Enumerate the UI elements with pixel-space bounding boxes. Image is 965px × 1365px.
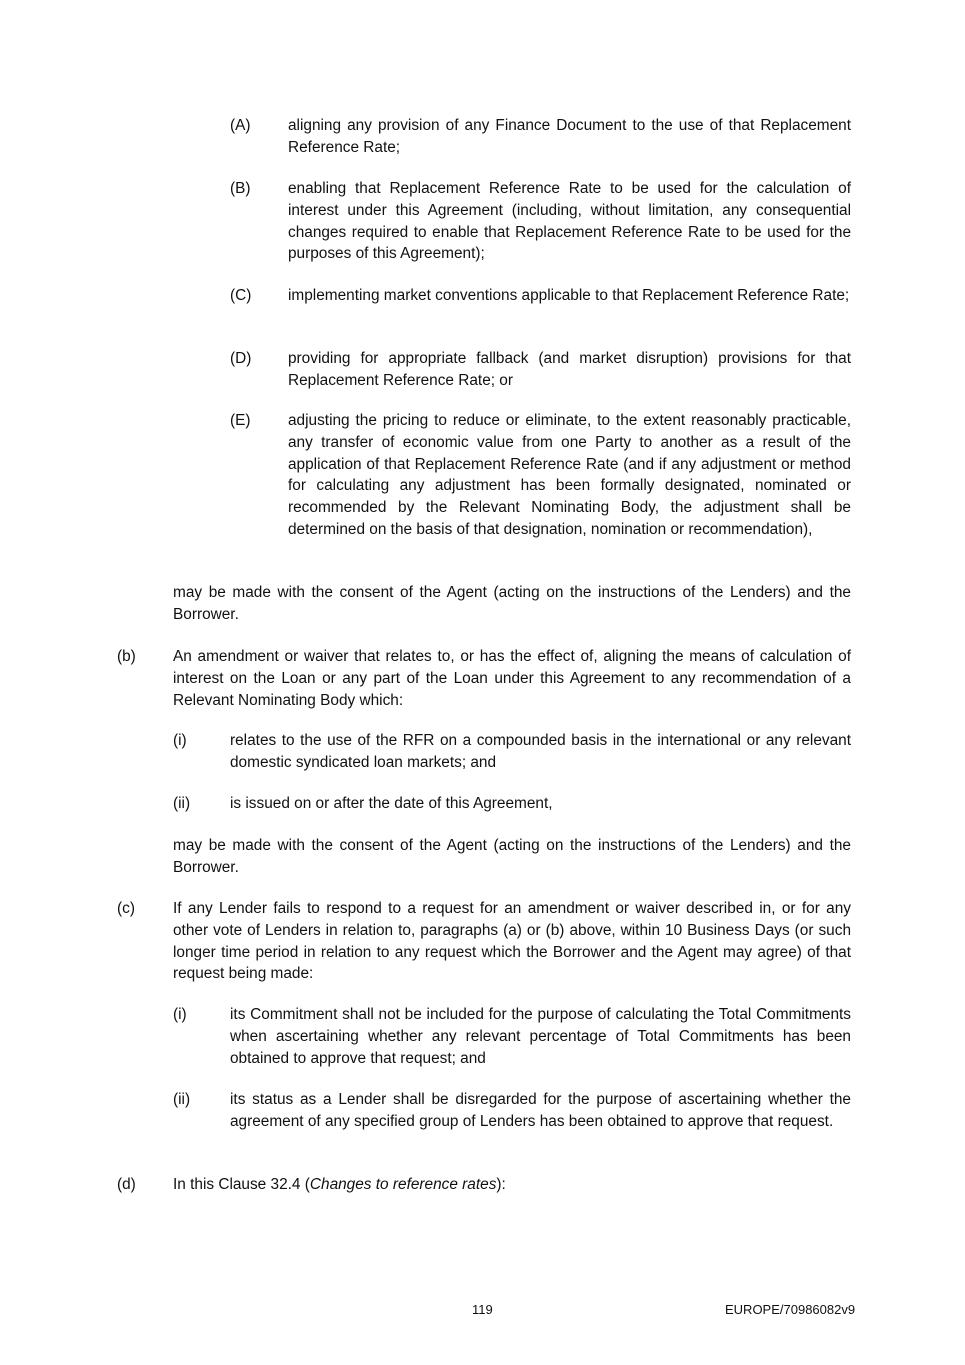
clause-text-E: adjusting the pricing to reduce or eliminate, to the extent reasonably practicable, any transfer of economic value from one Party to another as a result of the application of that Replacement Reference Rate (and if any adjustment or method for calculating any adjustment has been formally designated, nominated or recommended by the Relevant Nominating Body, the adjustment shall be determined on the basis of that designation, nomination or recommendation), [288,412,851,538]
item-label-b-ii: (ii) [173,795,191,812]
clause-label-E: (E) [230,412,251,429]
paragraph-label-c: (c) [117,900,135,917]
paragraph-text-c: If any Lender fails to respond to a request for an amendment or waiver described in, or for any other vote of Lenders in relation to, paragraphs (a) or (b) above, within 10 Business Days (or such longer time period in relation to any request which the Borrower and the Agent may agree) of that request being made: [173,900,851,983]
item-text-b-i: relates to the use of the RFR on a compounded basis in the international or any relevant domestic syndicated loan markets; and [230,732,851,771]
item-label-c-ii: (ii) [173,1091,191,1108]
paragraph-text-d [173,1174,851,1196]
consent-paragraph-b: may be made with the consent of the Agent (acting on the instructions of the Lenders) and the Borrower. [173,837,851,876]
clause-text-D: providing for appropriate fallback (and market disruption) provisions for that Replacement Reference Rate; or [288,350,851,389]
item-label-b-i: (i) [173,732,187,749]
clause-label-C: (C) [230,287,252,304]
clause-title-italic: Changes to reference rates [309,1176,497,1193]
item-text-c-i: its Commitment shall not be included for the purpose of calculating the Total Commitments when ascertaining whether any relevant percentage of Total Commitments has been obtained to approve that request; and [230,1006,851,1067]
page-number: 119 [472,1302,493,1317]
item-label-c-i: (i) [173,1006,187,1023]
item-text-c-ii: its status as a Lender shall be disregarded for the purpose of ascertaining whether the agreement of any specified group of Lenders has been obtained to approve that request. [230,1091,851,1130]
paragraph-label-b: (b) [117,648,136,665]
paragraph-text-d-after: ): [496,1176,506,1193]
clause-text-A: aligning any provision of any Finance Document to the use of that Replacement Reference Rate; [288,117,851,156]
paragraph-text-b: An amendment or waiver that relates to, or has the effect of, aligning the means of calculation of interest on the Loan or any part of the Loan under this Agreement to any recommendation of a Relevant Nominating Body which: [173,648,851,709]
clause-label-A: (A) [230,117,251,134]
clause-text-B: enabling that Replacement Reference Rate to be used for the calculation of interest under this Agreement (including, without limitation, any consequential changes required to enable that Replacement Reference Rate to be used for the purposes of this Agreement); [288,180,851,263]
document-reference: EUROPE/70986082v9 [725,1302,856,1317]
clause-text-C: implementing market conventions applicable to that Replacement Reference Rate; [288,287,850,304]
paragraph-label-d: (d) [117,1176,136,1193]
clause-label-D: (D) [230,350,252,367]
clause-label-B: (B) [230,180,251,197]
consent-paragraph-a: may be made with the consent of the Agent (acting on the instructions of the Lenders) and the Borrower. [173,584,851,623]
paragraph-text-d-before: In this Clause 32.4 ( [173,1176,310,1193]
item-text-b-ii: is issued on or after the date of this Agreement, [230,795,553,812]
